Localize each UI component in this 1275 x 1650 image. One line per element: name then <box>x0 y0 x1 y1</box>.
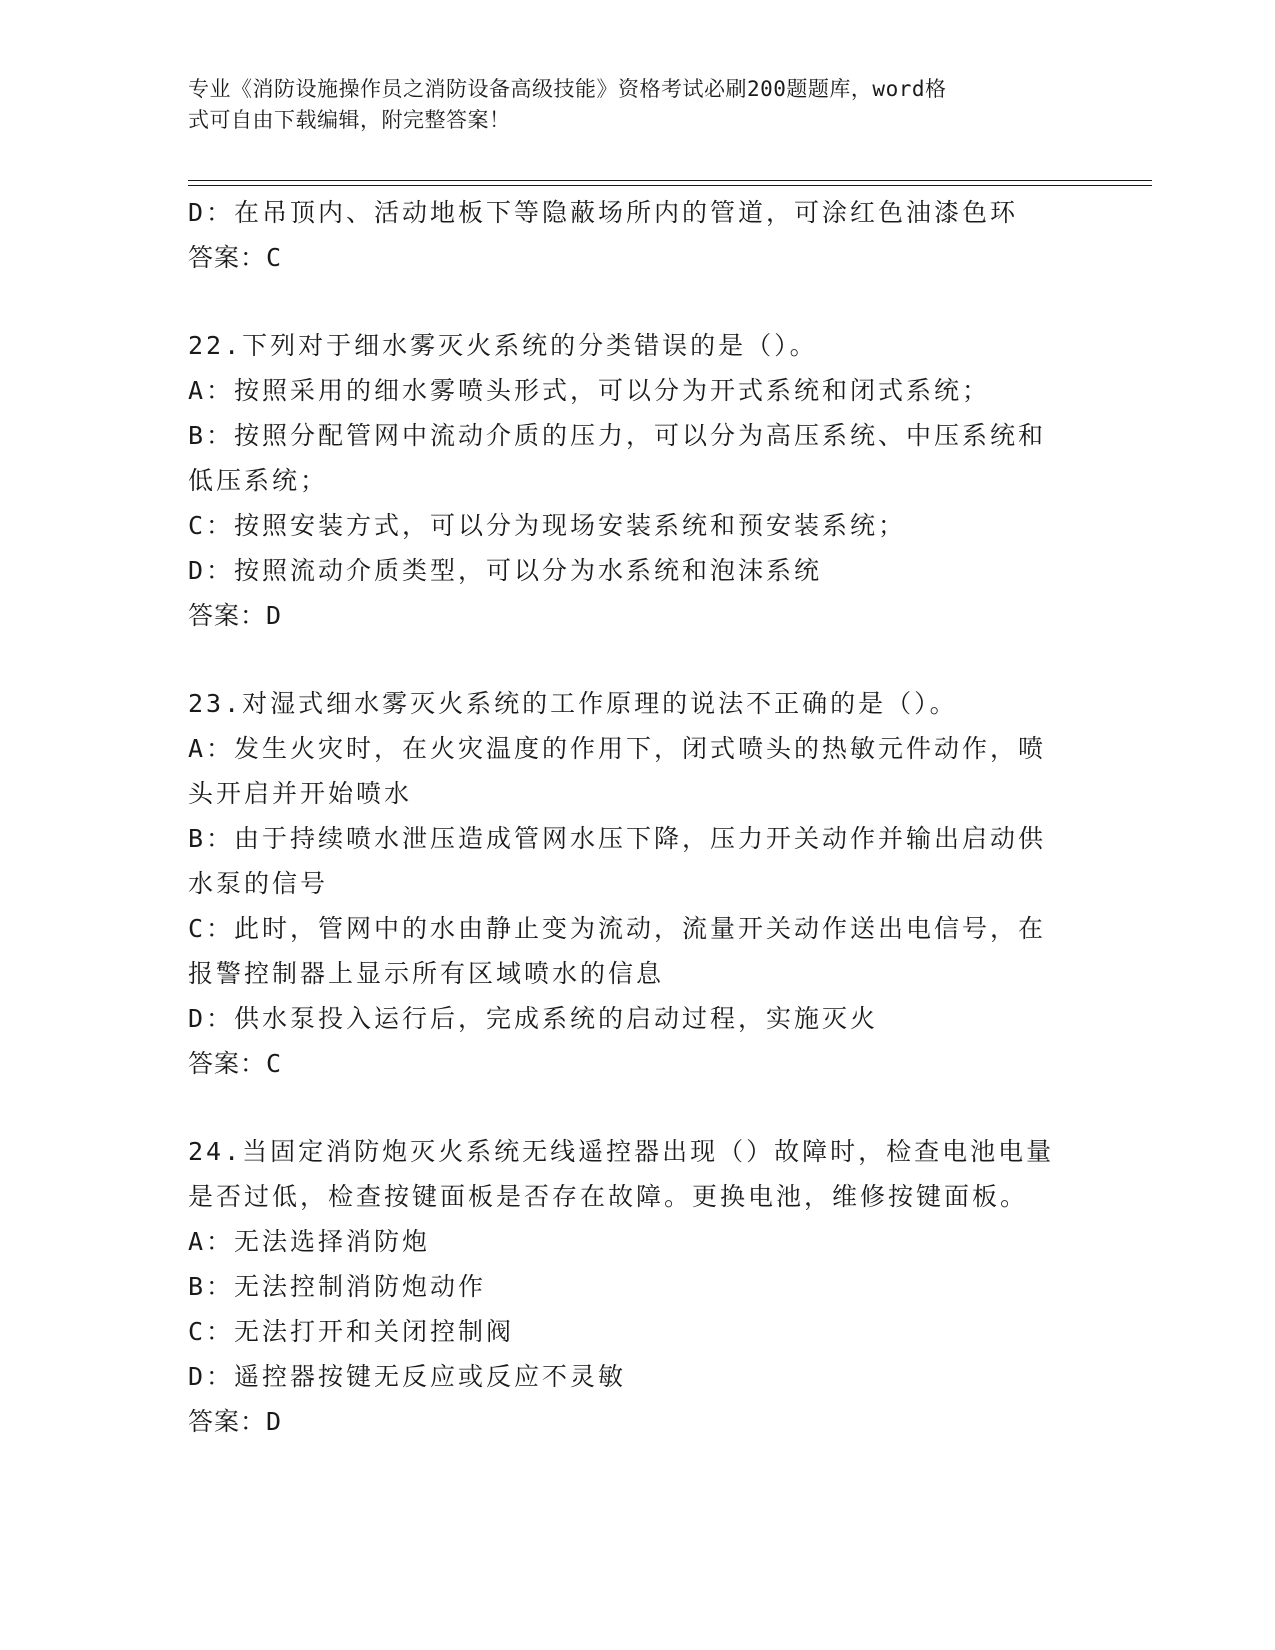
question-stem-line-1: 24.当固定消防炮灭火系统无线遥控器出现（）故障时，检查电池电量 <box>188 1137 1055 1166</box>
question-21-tail <box>188 190 1088 280</box>
option-c: C：按照安装方式，可以分为现场安装系统和预安装系统； <box>188 511 907 540</box>
answer: 答案：C <box>188 1049 283 1078</box>
header-rule-top <box>188 180 1152 181</box>
header-line-1: 专业《消防设施操作员之消防设备高级技能》资格考试必刷200题题库，word格 <box>188 77 947 101</box>
question-stem: 22.下列对于细水雾灭火系统的分类错误的是（）。 <box>188 331 818 360</box>
option-d: D：按照流动介质类型，可以分为水系统和泡沫系统 <box>188 556 823 585</box>
option-a: A：按照采用的细水雾喷头形式，可以分为开式系统和闭式系统； <box>188 376 991 405</box>
question-23 <box>188 681 1088 1086</box>
answer: 答案：D <box>188 601 283 630</box>
question-stem-line-2: 是否过低，检查按键面板是否存在故障。更换电池，维修按键面板。 <box>188 1182 1029 1211</box>
option-d: D：遥控器按键无反应或反应不灵敏 <box>188 1362 627 1391</box>
question-24 <box>188 1129 1088 1444</box>
option-a-line-1: A：发生火灾时，在火灾温度的作用下，闭式喷头的热敏元件动作，喷 <box>188 734 1047 763</box>
answer: 答案：C <box>188 243 283 272</box>
option-d: D：在吊顶内、活动地板下等隐蔽场所内的管道，可涂红色油漆色环 <box>188 198 1019 227</box>
header-line-2: 式可自由下载编辑，附完整答案！ <box>188 108 511 132</box>
option-b-line-1: B：按照分配管网中流动介质的压力，可以分为高压系统、中压系统和 <box>188 421 1047 450</box>
option-b: B：无法控制消防炮动作 <box>188 1272 487 1301</box>
option-a: A：无法选择消防炮 <box>188 1227 431 1256</box>
option-b-line-2: 水泵的信号 <box>188 869 329 898</box>
option-c-line-1: C：此时，管网中的水由静止变为流动，流量开关动作送出电信号，在 <box>188 914 1047 943</box>
option-d: D：供水泵投入运行后，完成系统的启动过程，实施灭火 <box>188 1004 879 1033</box>
option-b-line-1: B：由于持续喷水泄压造成管网水压下降，压力开关动作并输出启动供 <box>188 824 1047 853</box>
question-stem: 23.对湿式细水雾灭火系统的工作原理的说法不正确的是（）。 <box>188 689 958 718</box>
answer: 答案：D <box>188 1407 283 1436</box>
option-c: C：无法打开和关闭控制阀 <box>188 1317 515 1346</box>
option-c-line-2: 报警控制器上显示所有区域喷水的信息 <box>188 959 665 988</box>
header-rule-bottom <box>188 185 1152 186</box>
document-header <box>188 74 1088 136</box>
option-a-line-2: 头开启并开始喷水 <box>188 779 413 808</box>
document-body <box>188 190 1088 1444</box>
question-22 <box>188 323 1088 638</box>
option-b-line-2: 低压系统； <box>188 466 329 495</box>
